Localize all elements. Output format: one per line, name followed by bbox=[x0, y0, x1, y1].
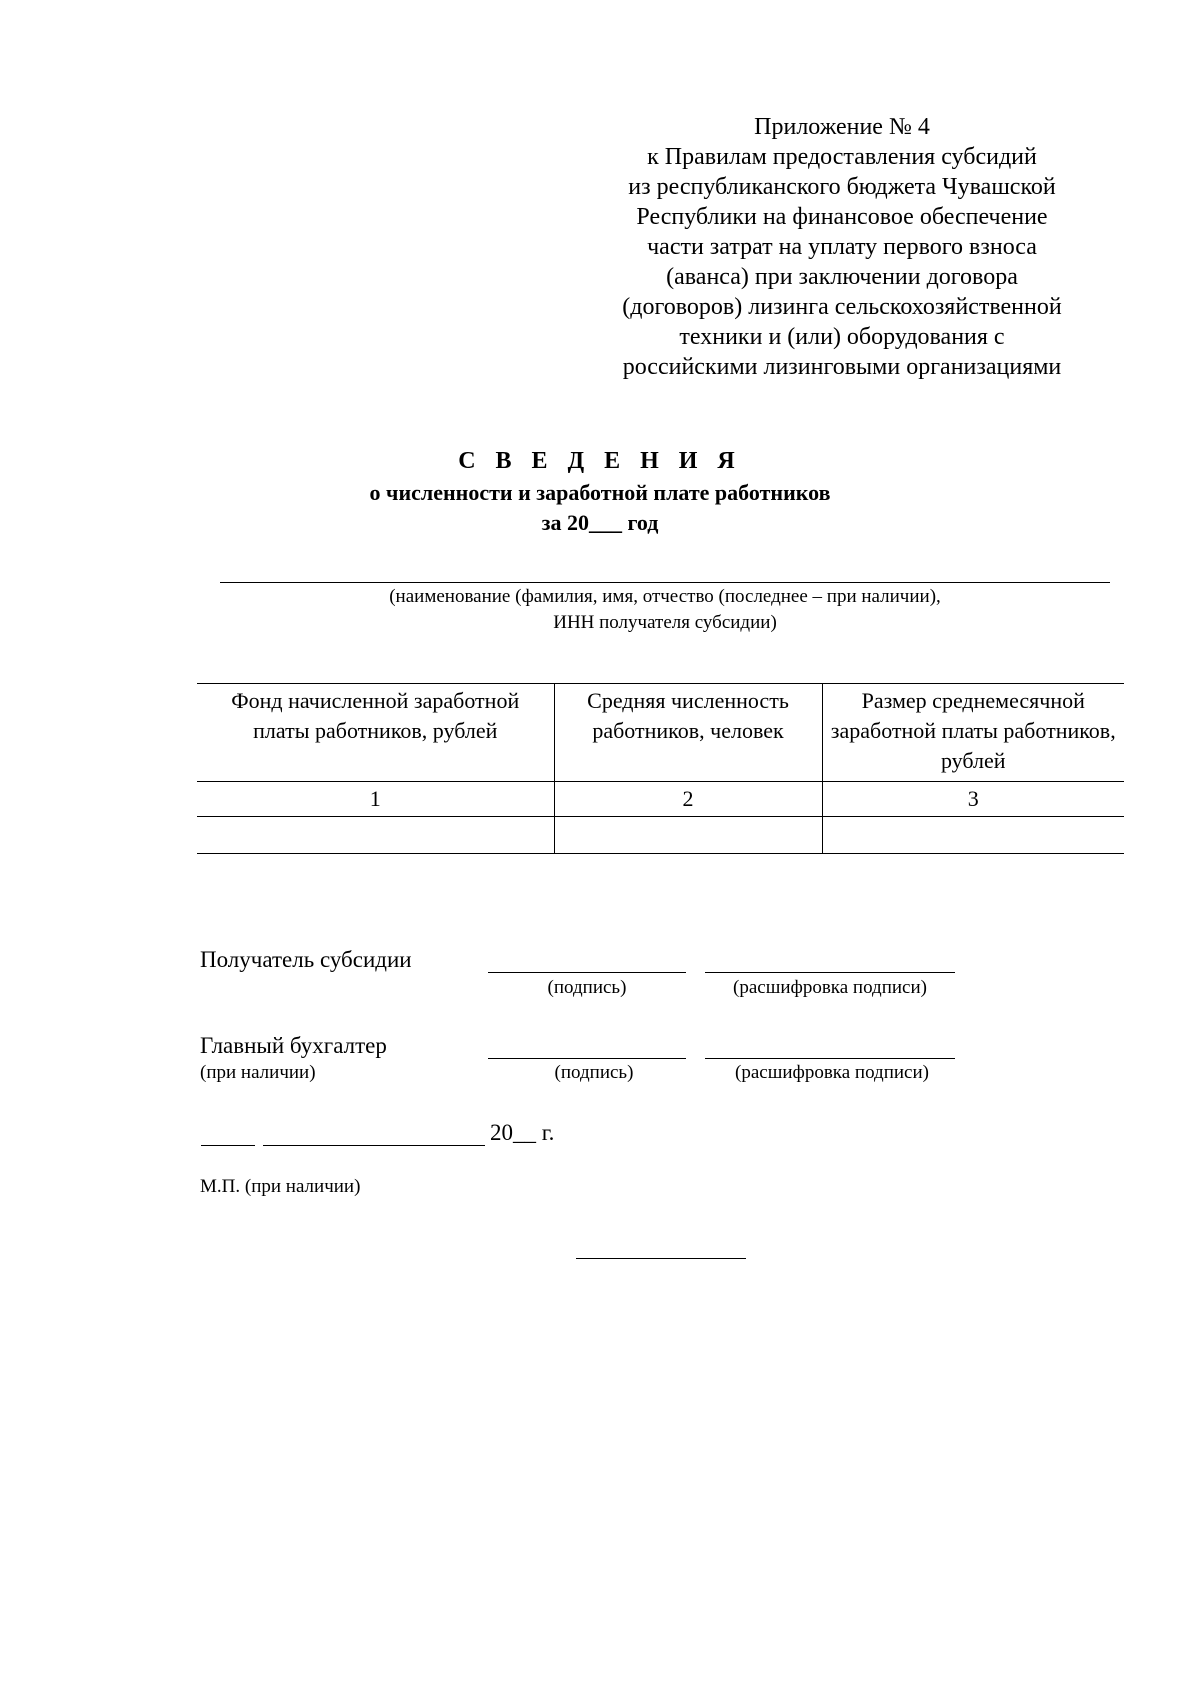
date-month-line[interactable] bbox=[263, 1145, 485, 1146]
wage-fund-cell[interactable] bbox=[197, 817, 554, 854]
recipient-signature-label: Получатель субсидии bbox=[200, 947, 412, 972]
headcount-cell[interactable] bbox=[554, 817, 822, 854]
signature-caption: (подпись) bbox=[547, 977, 627, 998]
recipient-decoding-line[interactable] bbox=[705, 972, 955, 973]
decoding-caption: (расшифровка подписи) bbox=[733, 977, 927, 998]
appendix-line: российскими лизинговыми организациями bbox=[622, 354, 1062, 380]
recipient-signature-line[interactable] bbox=[488, 972, 686, 973]
column-number: 1 bbox=[197, 782, 554, 817]
accountant-note: (при наличии) bbox=[200, 1062, 316, 1083]
recipient-caption-line: (наименование (фамилия, имя, отчество (последнее – при наличии), bbox=[389, 586, 941, 607]
accountant-decoding-line[interactable] bbox=[705, 1058, 955, 1059]
appendix-line: части затрат на уплату первого взноса bbox=[647, 234, 1037, 260]
document-subtitle: о численности и заработной плате работников bbox=[369, 480, 831, 505]
table-row bbox=[197, 817, 1124, 854]
recipient-caption-line: ИНН получателя субсидии) bbox=[553, 612, 777, 633]
column-header-headcount: Средняя численность работников, человек bbox=[554, 684, 822, 782]
appendix-line: Республики на финансовое обеспечение bbox=[636, 204, 1048, 230]
document-title: С В Е Д Е Н И Я bbox=[458, 448, 742, 474]
appendix-line: к Правилам предоставления субсидий bbox=[647, 144, 1037, 170]
accountant-signature-label: Главный бухгалтер bbox=[200, 1033, 387, 1058]
recipient-name-line[interactable] bbox=[220, 582, 1110, 583]
document-year: за 20___ год bbox=[541, 510, 659, 535]
stamp-label: М.П. (при наличии) bbox=[200, 1176, 361, 1197]
column-number: 2 bbox=[554, 782, 822, 817]
date-year-text: 20__ г. bbox=[490, 1120, 555, 1145]
appendix-line: из республиканского бюджета Чувашской bbox=[628, 174, 1056, 200]
recipient-caption bbox=[220, 584, 1110, 636]
column-header-average-salary: Размер среднемесячной заработной платы работников, рублей bbox=[822, 684, 1124, 782]
closing-divider bbox=[576, 1258, 746, 1259]
column-header-wage-fund: Фонд начисленной заработной платы работников, рублей bbox=[197, 684, 554, 782]
appendix-line: техники и (или) оборудования с bbox=[679, 324, 1005, 350]
decoding-caption: (расшифровка подписи) bbox=[735, 1062, 929, 1083]
appendix-line: Приложение № 4 bbox=[754, 114, 930, 140]
column-number: 3 bbox=[822, 782, 1124, 817]
appendix-line: (аванса) при заключении договора bbox=[666, 264, 1018, 290]
appendix-header bbox=[560, 112, 1124, 382]
column-number-row bbox=[197, 782, 1124, 817]
signature-caption: (подпись) bbox=[554, 1062, 634, 1083]
salary-table bbox=[197, 683, 1124, 854]
date-day-line[interactable] bbox=[201, 1145, 255, 1146]
appendix-line: (договоров) лизинга сельскохозяйственной bbox=[622, 294, 1062, 320]
average-salary-cell[interactable] bbox=[822, 817, 1124, 854]
accountant-signature-line[interactable] bbox=[488, 1058, 686, 1059]
